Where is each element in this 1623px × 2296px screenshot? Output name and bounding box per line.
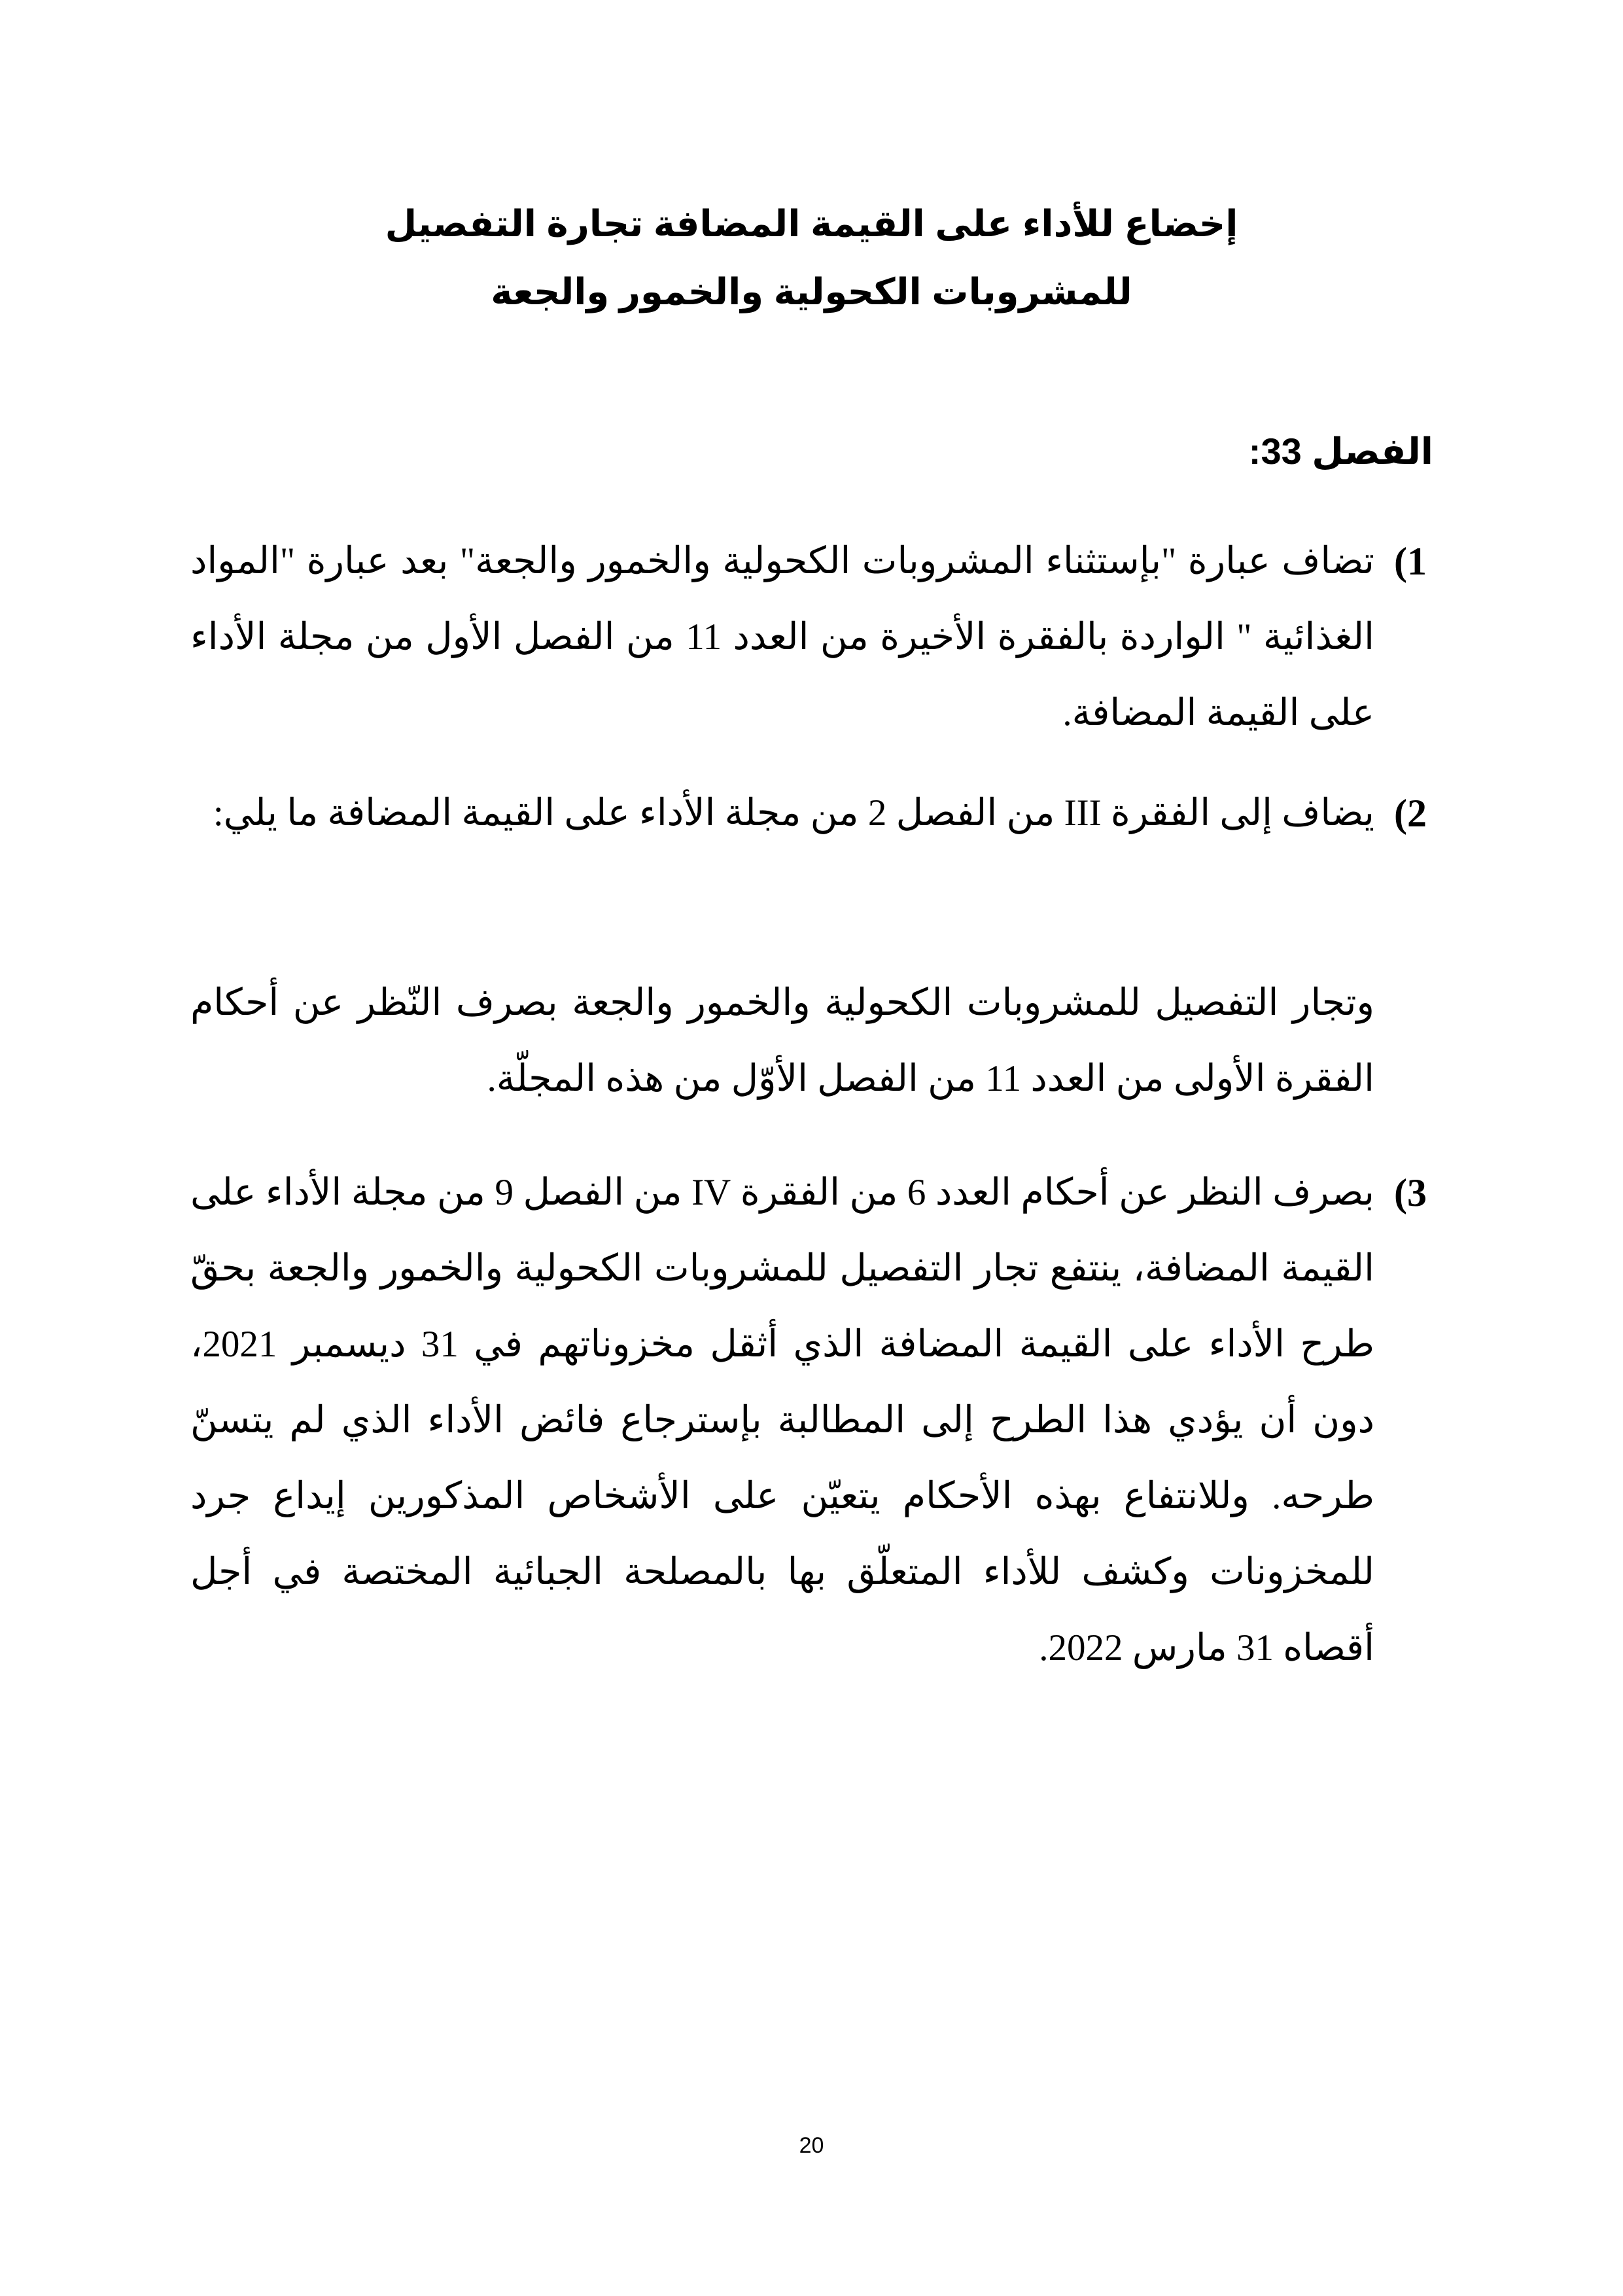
numbered-item-3 — [190, 1155, 1427, 1686]
item-text: تضاف عبارة "بإستثناء المشروبات الكحولية والخمور والجعة" بعد عبارة "المواد الغذائية " الواردة بالفقرة الأخيرة من العدد 11 من الفصل الأول من مجلة الأداء على القيمة المضافة. — [190, 540, 1374, 733]
section-heading: الفصل 33: — [1248, 431, 1433, 472]
page-number: 20 — [799, 2133, 824, 2158]
title-line-2: للمشروبات الكحولية والخمور والجعة — [491, 271, 1132, 312]
title-line-1: إخضاع للأداء على القيمة المضافة تجارة التفصيل — [385, 203, 1238, 244]
quoted-addition-paragraph: وتجار التفصيل للمشروبات الكحولية والخمور والجعة بصرف النّظر عن أحكام الفقرة الأولى من العدد 11 من الفصل الأوّل من هذه المجلّة. — [190, 982, 1374, 1099]
item-number: 1) — [1394, 540, 1427, 583]
item-text: يضاف إلى الفقرة III من الفصل 2 من مجلة الأداء على القيمة المضافة ما يلي: — [213, 792, 1374, 834]
item-number: 2) — [1394, 792, 1427, 835]
item-text: بصرف النظر عن أحكام العدد 6 من الفقرة IV من الفصل 9 من مجلة الأداء على القيمة المضافة، ينتفع تجار التفصيل للمشروبات الكحولية والخمور والجعة بحقّ طرح الأداء على القيمة المضافة الذي أثقل مخزوناتهم في 31 ديسمبر 2021، دون أن يؤدي هذا الطرح إلى المطالبة بإسترجاع فائض الأداء الذي لم يتسنّ طرحه. وللانتفاع بهذه الأحكام يتعيّن على الأشخاص المذكورين إيداع جرد للمخزونات وكشف للأداء المتعلّق بها بالمصلحة الجبائية المختصة في أجل أقصاه 31 مارس 2022. — [190, 1172, 1375, 1669]
document-title — [196, 190, 1427, 326]
numbered-item-2 — [190, 775, 1427, 851]
numbered-item-1 — [190, 523, 1427, 751]
item-number: 3) — [1394, 1171, 1427, 1214]
